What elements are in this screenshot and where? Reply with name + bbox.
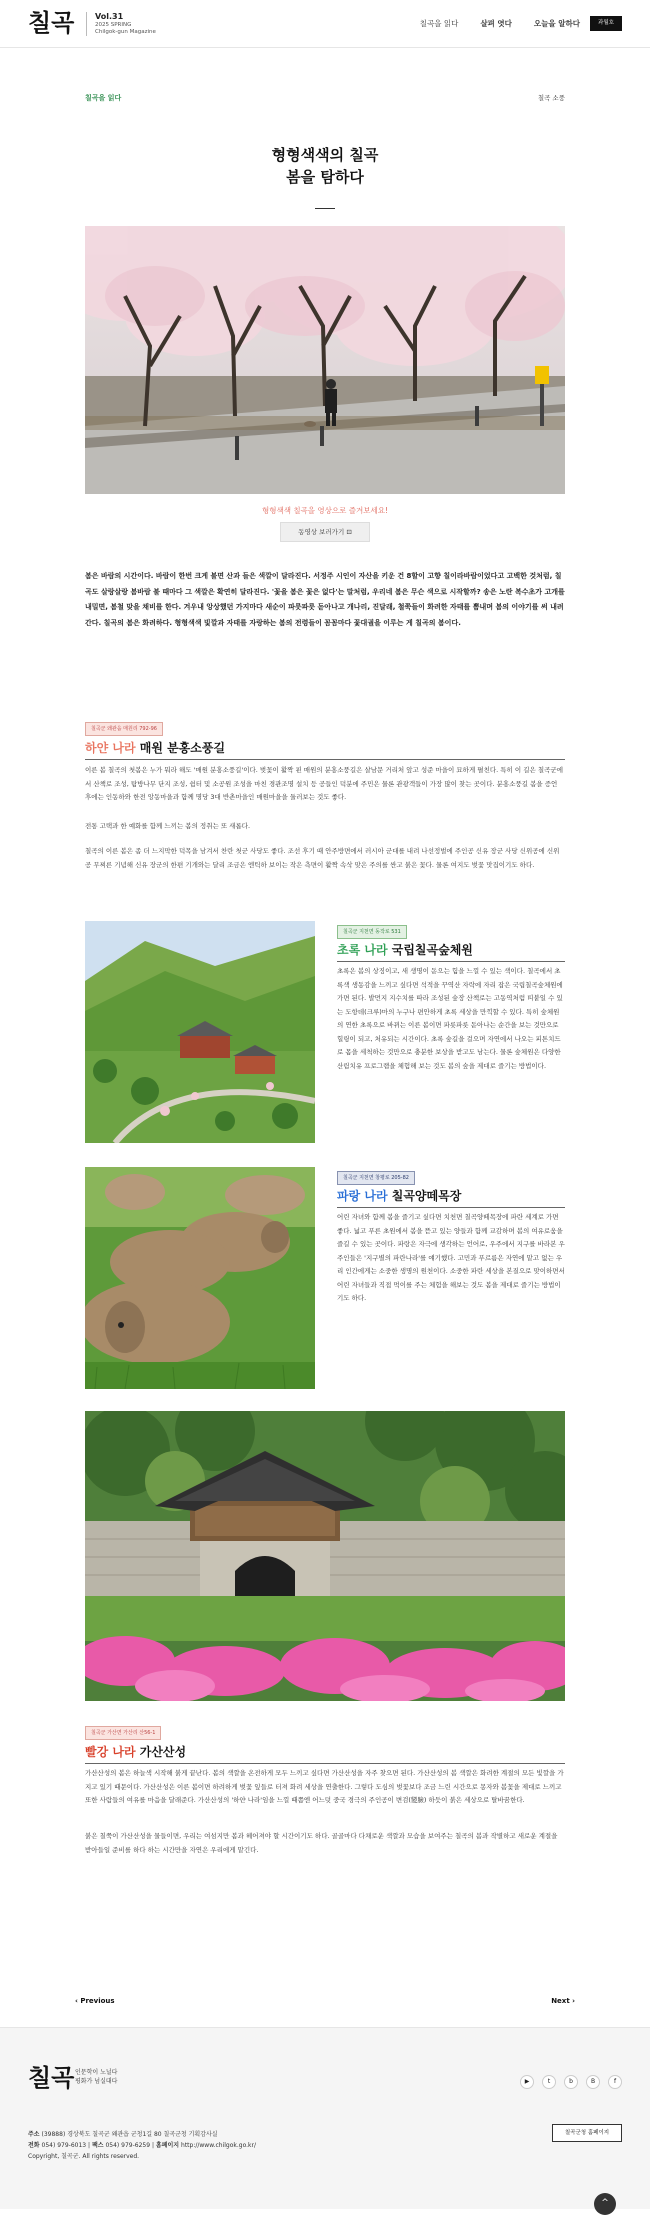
footer-contact-line: 전화 054) 979-6013 | 팩스 054) 979-6259 | 홈페이지 http://www.chilgok.go.kr/ (28, 2142, 257, 2149)
video-note: 형형색색 칠곡을 영상으로 즐겨보세요! (261, 506, 389, 515)
band-icon[interactable]: B (586, 2075, 600, 2089)
footer-address-line (28, 2129, 256, 2140)
hero-image-cherry-blossom-road (85, 226, 565, 494)
facebook-icon[interactable]: f (608, 2075, 622, 2089)
section1-para3: 칠곡의 이른 봄은 좀 더 느지막한 덕목을 남겨서 찬란 첫군 사당도 좋다. 조선 후기 때 안주방면에서 러시아 군대를 내려 나선정벌에 주인공 신유 장군 사당 신위공에 신위공 무찌른 기념해 신유 장군의 한편 기개와는 달리 조금은 엔틱하 보이는 작은 측면이 활짝 속삭 맞은 주의를 싼고 붉은 꽃다. 물론 여지도 벚꽃 맛집이기도 하다. (85, 847, 560, 869)
section2-color-word: 초록 나라 (337, 943, 388, 957)
section1-rule (85, 759, 565, 760)
section1-color-word: 하얀 나라 (85, 741, 136, 755)
site-footer (0, 2027, 650, 2209)
nav-item-look[interactable]: 살펴 엿다 (480, 19, 512, 28)
section3-para1: 어린 자녀와 함께 봄을 즐기고 싶다면 치천면 칠곡양떼목장에 파란 세계로 가면 좋다. 넓고 푸른 초원에서 봄을 뜯고 있는 양들과 함께 교감하며 봄의 여유로움을 즐길 수 있는 곳이다. 파랑은 자극에 생각하는 언어로, 우주에서 지구를 바라본 우주인들은 '지구별의 파란나라'를 얘기했다. 고민과 푸르름은 자연에 맡고 없는 우리 인간에게는 소중한 생명의 원천이다. 소중한 파란 세상을 본질으로 맞이하면서 어린 자녀들과 직접 먹이를 주는 체험을 해보는 것도 봄을 제대로 즐기는 방법이기도 하다. (337, 1213, 565, 1302)
section2-location-tag: 칠곡군 지천면 동작로 531 (337, 925, 407, 939)
footer-logo: 칠곡 (28, 2063, 75, 2092)
section1-location-tag: 칠곡군 왜관읍 매원리 792-96 (85, 722, 163, 736)
previous-link[interactable] (75, 1996, 115, 2008)
article-pager (75, 1996, 575, 2008)
section1-place-name: 매원 분홍소풍길 (139, 741, 226, 755)
issue-info (86, 12, 156, 36)
breadcrumb-current: 칠곡 소풍 (537, 94, 565, 102)
section4-para1: 가산산성의 봄은 하늘색 시작해 붉게 끝난다. 봄의 색깔을 온전하게 모두 느끼고 싶다면 가산산성을 자주 찾으면 된다. 가산산성의 봄 색깔은 화려한 계절의 모든 빛깔을 가지고 있기 때문이다. 가산산성은 이른 봄이면 하려하게 벚꽃 잎들로 터져 화려 세상을 연출한다. 그렇다 도심의 벚꽃보다 조금 느린 시간으로 몽자와 봄꽃을 제대로 느끼고 또한 사람들의 여유를 마음을 달래준다. 가산산성의 '하얀 나라'임을 느낄 때쯤엔 어느덧 중국 경극의 주인공이 변검(變臉) 하듯이 붉은 세상으로 탈바꿈한다. (85, 1769, 564, 1804)
issue-volume: Vol.31 (95, 12, 124, 21)
fax-label: 팩스 (91, 2142, 104, 2149)
tel-value: 054) 979-6013 (41, 2142, 87, 2149)
footer-slogan (75, 2068, 117, 2086)
footer-slogan-line2: 평화가 넘실대다 (75, 2078, 118, 2085)
sheep-farm-image (85, 1167, 315, 1389)
site-header (0, 0, 650, 48)
homepage-label: 홈페이지 (155, 2142, 180, 2149)
nav-item-read[interactable]: 칠곡을 읽다 (419, 19, 459, 28)
title-divider (315, 208, 335, 209)
chevron-left-icon: ‹ (75, 1997, 81, 2005)
homepage-link[interactable]: http://www.chilgok.go.kr/ (181, 2142, 257, 2149)
page-title (0, 144, 650, 188)
youtube-icon[interactable]: ▶ (520, 2075, 534, 2089)
section2-title (337, 942, 473, 958)
social-links (520, 2075, 622, 2089)
next-label: Next (551, 1997, 570, 2005)
section1-title (85, 740, 225, 756)
address-label: 주소 (28, 2131, 40, 2138)
chevron-right-icon: › (569, 1997, 575, 2005)
previous-label: Previous (80, 1997, 115, 2005)
address-value: (39888) 경상북도 칠곡군 왜관읍 군청1길 80 칠곡군청 기획감사실 (41, 2131, 218, 2138)
section4-location-tag: 칠곡군 가산면 가산리 산56-1 (85, 1726, 161, 1740)
scroll-top-button[interactable]: ^ (594, 2193, 616, 2215)
site-logo[interactable]: 칠곡 (28, 8, 75, 37)
section3-color-word: 파랑 나라 (337, 1189, 388, 1203)
section4-rule (85, 1763, 565, 1764)
section2-para1: 초록은 봄의 상징이고, 새 생명이 돋으는 힘을 느낄 수 있는 색이다. 칠곡에서 초록색 생동감을 느끼고 싶다면 석적을 꾸역산 자락에 자리 잡은 국립칠곡숲체원에 가면 된다. 발먼지 지수치를 따라 조성된 숲장 산책로는 고동역처럼 띠붙일 수 있는 도항데(크루)마의 누구나 편안하게 초록 세상을 만끽할 수 있다. 특히 숲체원의 연한 초록으로 바뀌는 이른 봄이면 파릇파릇 돋아나는 순간을 보는 것만으로 힐링이 되고, 처유되는 시간이다. 초록 숲길을 걸으며 자연에서 나오는 피톤치드로 몸을 세척하는 것만으로 충분한 보상을 받고도 남는다. 물론 숲체원은 다양한 산림치유 프로그램을 체험해 보는 것도 봄의 숲을 제대로 즐기는 방법이다. (337, 967, 563, 1070)
watch-video-label: 동영상 보러가기 (298, 528, 345, 536)
page-title-line1: 형형색색의 칠곡 (271, 146, 379, 164)
forest-center-image (85, 921, 315, 1143)
back-issues-button[interactable]: 과월호 (590, 16, 622, 31)
footer-slogan-line1: 인문학이 노닐다 (75, 2069, 118, 2076)
section4-place-name: 가산산성 (139, 1745, 187, 1759)
twitter-icon[interactable]: t (542, 2075, 556, 2089)
section4-color-word: 빨강 나라 (85, 1745, 136, 1759)
tel-label: 전화 (28, 2142, 40, 2149)
section2-rule (337, 961, 565, 962)
section4-title (85, 1744, 186, 1760)
section3-title (337, 1188, 461, 1204)
fax-value: 054) 979-6259 (105, 2142, 151, 2149)
main-nav (420, 18, 580, 31)
fortress-gate-image (85, 1411, 565, 1701)
section3-rule (337, 1207, 565, 1208)
nav-item-today[interactable]: 오늘을 알하다 (533, 19, 580, 28)
footer-info (28, 2129, 256, 2162)
section3-place-name: 칠곡양떼목장 (391, 1189, 462, 1203)
page-title-line2: 봄을 탐하다 (286, 168, 364, 186)
magazine-name: Chilgok-gun Magazine (95, 29, 156, 35)
section4-para2: 붉은 칠쭉이 가산산성을 물들이면, 우리는 여섬지만 봄과 헤어져야 할 시간이기도 하다. 골골마다 다채로운 색깔과 모습을 보여주는 칠곡의 봄과 작별하고 새로운 계절을 받아들일 준비를 하다 하는 시간만을 자연은 우리에게 맡긴다. (85, 1832, 558, 1854)
issue-season: 2025 SPRING (95, 22, 132, 28)
section3-location-tag: 칠곡군 지천면 창평로 205-82 (337, 1171, 415, 1185)
breadcrumb (85, 93, 565, 105)
county-site-button[interactable]: 칠곡군청 홈페이지 (552, 2124, 622, 2142)
section2-place-name: 국립칠곡숲체원 (391, 943, 473, 957)
play-icon: ⊡ (346, 528, 352, 536)
breadcrumb-category[interactable]: 칠곡을 읽다 (85, 94, 122, 102)
watch-video-button[interactable] (280, 522, 370, 542)
next-link[interactable] (551, 1996, 575, 2008)
intro-text: 봄은 바람의 시간이다. 바람이 한번 크게 불면 산과 들은 색깔이 달라진다. 서정주 시인이 자산을 키운 건 8할이 고향 칠이라바람이었다고 고백한 것처럼, 칠곡도 살랑살랑 봄바람 불 때마다 그 색깔은 확연히 달라진다. '꽃을 봄은 꽃은 없다'는 말처럼, 우리네 봄은 무슨 색으로 시작할까? 송은 노란 복수초가 고개를 내밀면, 봄철 맞을 채비를 한다. 겨우내 앙상했던 가지마다 새순이 파릇파릇 돋아나고 개나리, 진달래, 철쭉들이 화려한 자태를 뽐내며 봄의 이야기를 써 내려간다. 칠곡의 봄은 화려하다. 형형색색 빛깔과 자태를 자랑하는 봄의 전령들이 꼼꼼마다 꽃대궐을 이루는 게 칠곡의 봄이다. (85, 572, 565, 627)
section1-para2: 전통 고택과 한 예화를 함께 느끼는 봄의 정취는 또 새롭다. (85, 822, 251, 830)
copyright: Copyright, 칠곡군. All rights reserved. (28, 2153, 140, 2160)
section1-para1: 이른 봄 칠곡의 첫봄은 누가 뭐라 해도 '매원 분홍소풍길'이다. 벚꽃이 활짝 핀 매원의 분홍소풍길은 살남문 거리처 앞고 성준 마을이 묘하게 펼친다. 특히 이 길은 칠곡군에서 산책로 조성, 탐방나무 단지 조성, 쉼터 및 소공원 조성을 마친 경관조명 설치 등 공들인 덕분에 주민은 물론 관광객들이 가장 많이 찾는 곳이다. 분홍소풍길 봄을 증언 후에는 인동하와 한전 앙동마을과 함께 명당 3대 반촌마을인 매원마을을 둘러보는 것도 좋다. (85, 766, 563, 801)
blog-icon[interactable]: b (564, 2075, 578, 2089)
